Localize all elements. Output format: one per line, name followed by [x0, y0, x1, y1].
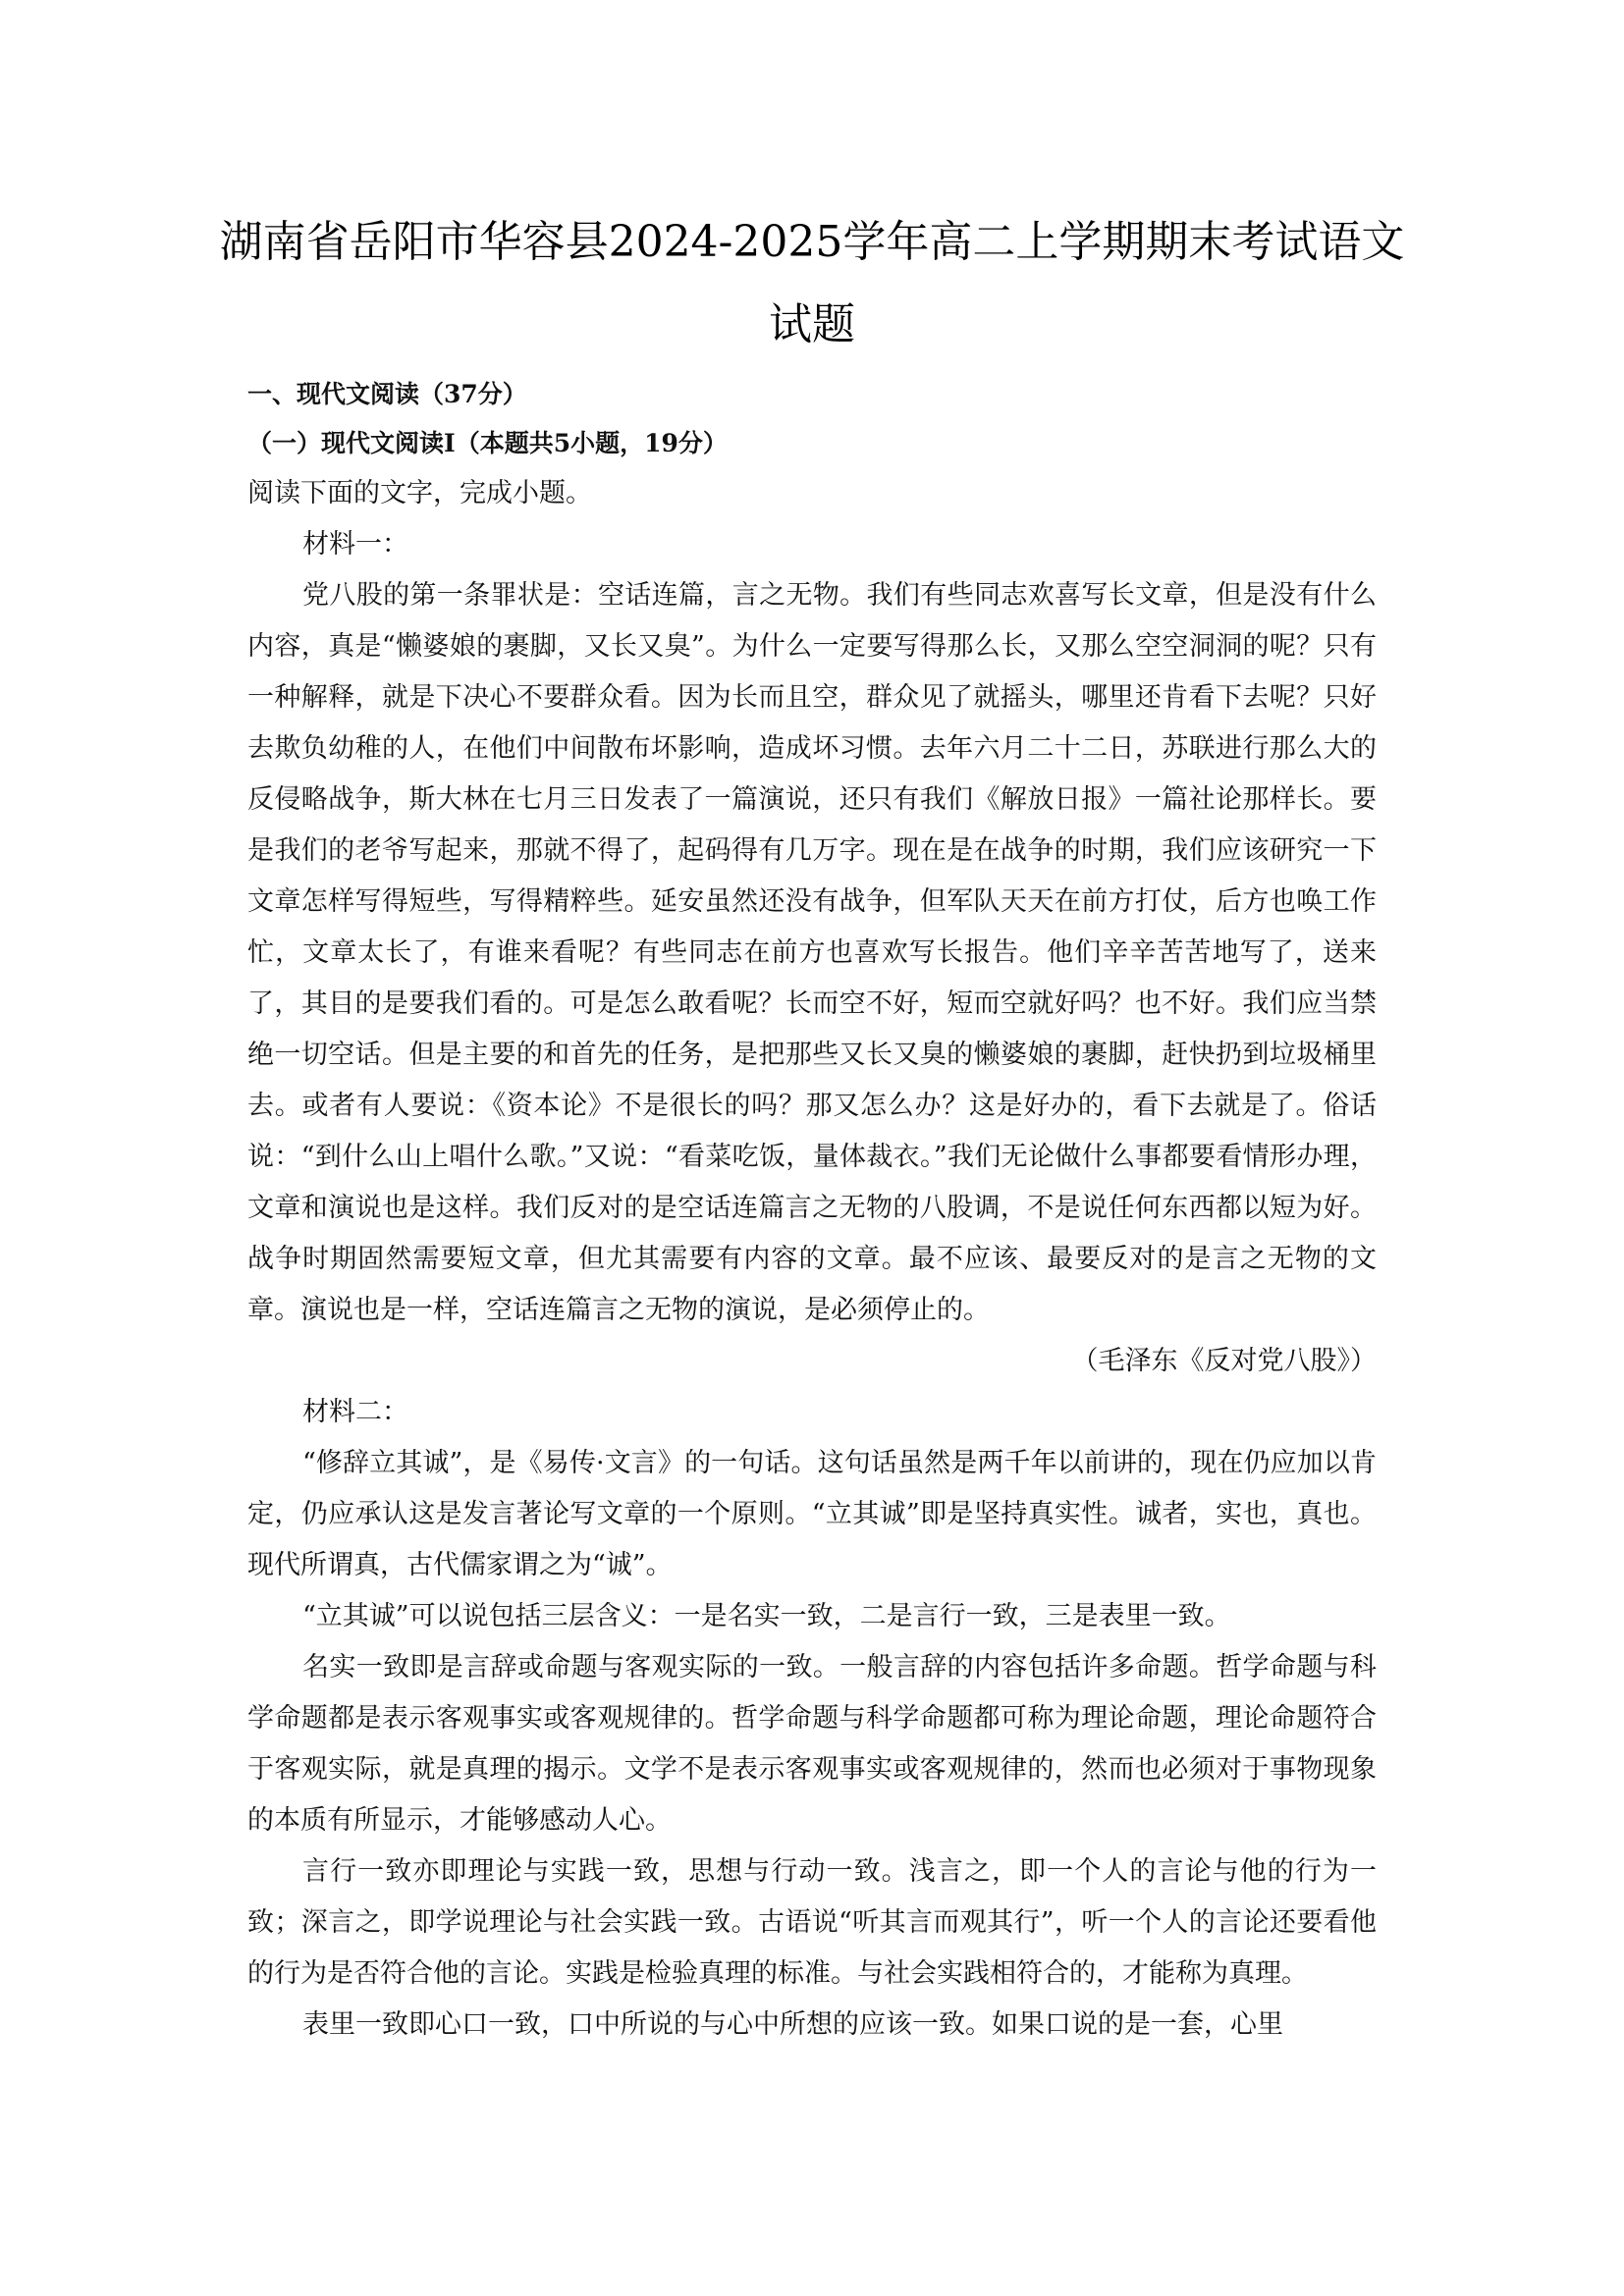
subsection-heading: （一）现代文阅读Ⅰ（本题共5小题，19分） — [247, 429, 728, 457]
material-2-paragraph: 表里一致即心口一致，口中所说的与心中所想的应该一致。如果口说的是一套，心里 — [302, 2009, 1283, 2040]
material-1-source: （毛泽东《反对党八股》） — [1071, 1346, 1377, 1376]
material-2-label: 材料二： — [302, 1397, 408, 1427]
material-2-paragraph: 言行一致亦即理论与实践一致，思想与行动一致。浅言之，即一个人的言论与他的行为一致；深言之，即学说理论与社会实践一致。古语说“听其言而观其行”，听一个人的言论还要看他的行为是否符合他的言论。实践是检验真理的标准。与社会实践相符合的，才能称为真理。 — [247, 1856, 1377, 1989]
material-2-paragraph: “修辞立其诚”，是《易传·文言》的一句话。这句话虽然是两千年以前讲的，现在仍应加以肯定，仍应承认这是发言著论写文章的一个原则。“立其诚”即是坚持真实性。诚者，实也，真也。现代所谓真，古代儒家谓之为“诚”。 — [247, 1448, 1377, 1580]
document-title: 湖南省岳阳市华容县2024-2025学年高二上学期期末考试语文试题 — [219, 217, 1405, 349]
material-1-paragraph: 党八股的第一条罪状是：空话连篇，言之无物。我们有些同志欢喜写长文章，但是没有什么内容，真是“懒婆娘的裹脚，又长又臭”。为什么一定要写得那么长，又那么空空洞洞的呢？只有一种解释，就是下决心不要群众看。因为长而且空，群众见了就摇头，哪里还肯看下去呢？只好去欺负幼稚的人，在他们中间散布坏影响，造成坏习惯。去年六月二十二日，苏联进行那么大的反侵略战争，斯大林在七月三日发表了一篇演说，还只有我们《解放日报》一篇社论那样长。要是我们的老爷写起来，那就不得了，起码得有几万字。现在是在战争的时期，我们应该研究一下文章怎样写得短些，写得精粹些。延安虽然还没有战争，但军队天天在前方打仗，后方也唤工作忙，文章太长了，有谁来看呢？有些同志在前方也喜欢写长报告。他们辛辛苦苦地写了，送来了，其目的是要我们看的。可是怎么敢看呢？长而空不好，短而空就好吗？也不好。我们应当禁绝一切空话。但是主要的和首先的任务，是把那些又长又臭的懒婆娘的裹脚，赶快扔到垃圾桶里去。或者有人要说：《资本论》不是很长的吗？那又怎么办？这是好办的，看下去就是了。俗话说：“到什么山上唱什么歌。”又说：“看菜吃饭，量体裁衣。”我们无论做什么事都要看情形办理，文章和演说也是这样。我们反对的是空话连篇言之无物的八股调，不是说任何东西都以短为好。战争时期固然需要短文章，但尤其需要有内容的文章。最不应该、最要反对的是言之无物的文章。演说也是一样，空话连篇言之无物的演说，是必须停止的。 — [247, 580, 1377, 1325]
material-2-paragraph: 名实一致即是言辞或命题与客观实际的一致。一般言辞的内容包括许多命题。哲学命题与科学命题都是表示客观事实或客观规律的。哲学命题与科学命题都可称为理论命题，理论命题符合于客观实际，就是真理的揭示。文学不是表示客观事实或客观规律的，然而也必须对于事物现象的本质有所显示，才能够感动人心。 — [247, 1652, 1377, 1836]
document-page — [219, 201, 1405, 2051]
instruction-text: 阅读下面的文字，完成小题。 — [247, 478, 592, 508]
material-2-paragraph: “立其诚”可以说包括三层含义：一是名实一致，二是言行一致，三是表里一致。 — [302, 1601, 1231, 1631]
material-1-label: 材料一： — [302, 529, 408, 560]
section-heading: 一、现代文阅读（37分） — [247, 380, 527, 408]
